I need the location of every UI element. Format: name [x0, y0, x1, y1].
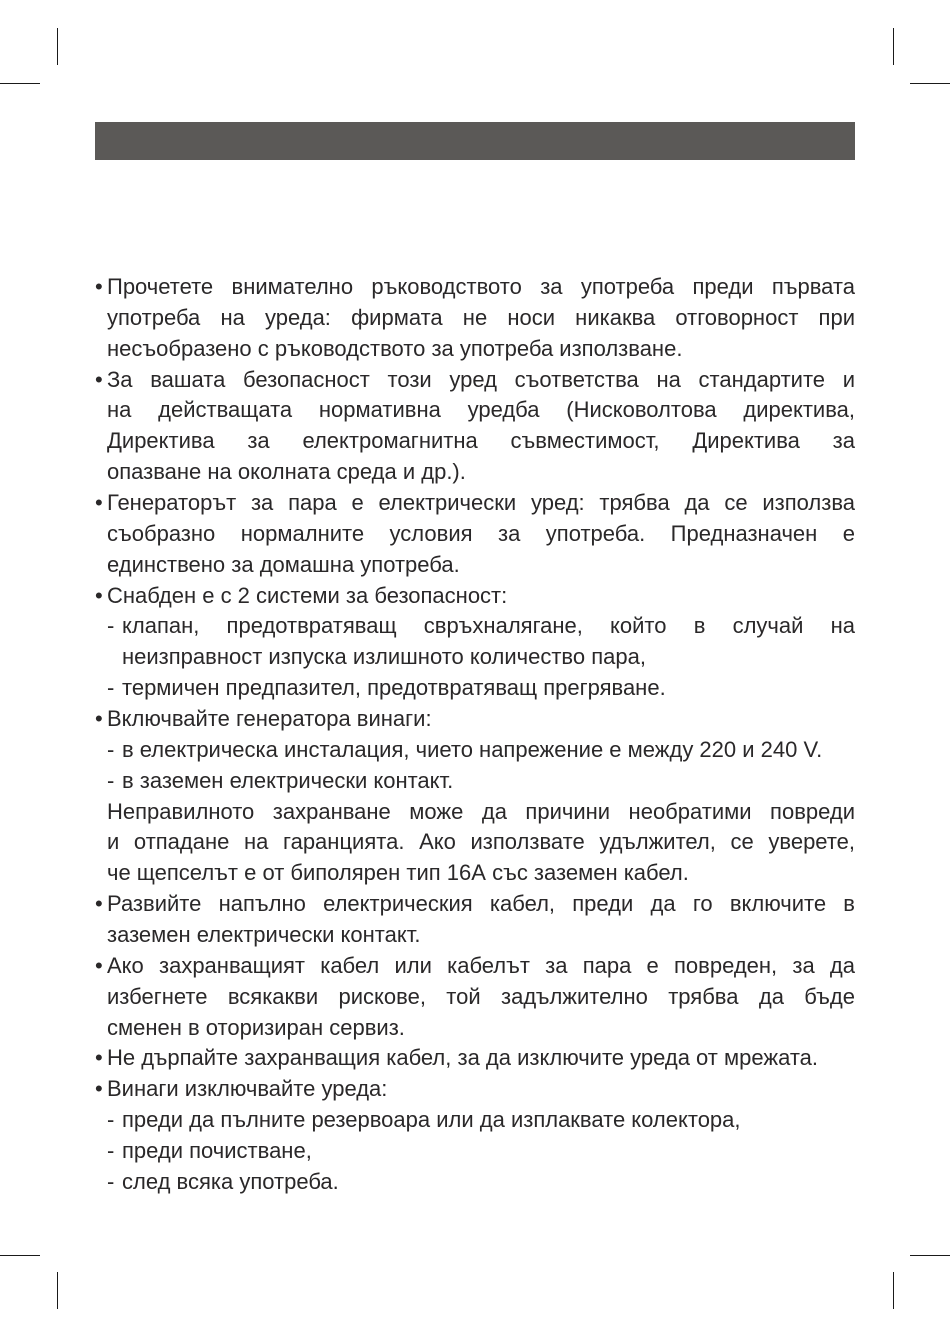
sub-item — [95, 1105, 855, 1136]
crop-mark-bottom-left-horizontal — [0, 1255, 40, 1256]
bullet-item — [95, 889, 855, 951]
bullet-mark: • — [95, 366, 103, 392]
safety-instructions — [95, 272, 855, 1198]
dash-mark: - — [107, 767, 115, 793]
text-line: избегнете всякакви рискове, той задължително трябва да бъде — [107, 983, 855, 1009]
text-line: на действащата нормативна уредба (Нисковолтова директива, — [107, 397, 855, 423]
text-line: Прочетете внимателно ръководството за употреба преди първата — [107, 274, 855, 299]
dash-mark: - — [107, 1138, 115, 1164]
text-line: единствено за домашна употреба. — [107, 551, 460, 577]
text-line: Генераторът за пара е електрически уред: трябва да се използва — [107, 490, 855, 516]
text-line: Ако захранващият кабел или кабелът за пара е повреден, за да — [107, 952, 855, 978]
sub-item — [95, 611, 855, 673]
bullet-mark: • — [95, 1045, 103, 1071]
text-line: Не дърпайте захранващия кабел, за да изключите уреда от мрежата. — [107, 1045, 818, 1071]
text-line: в заземен електрически контакт. — [122, 767, 454, 793]
bullet-item — [95, 951, 855, 1044]
text-line: Включвайте генератора винаги: — [107, 706, 432, 732]
crop-mark-top-right-horizontal — [910, 83, 950, 84]
bullet-mark: • — [95, 582, 103, 608]
text-line: преди почистване, — [122, 1138, 312, 1164]
note-paragraph — [95, 797, 855, 890]
text-line: след всяка употреба. — [122, 1168, 339, 1194]
text-line: Неправилното захранване може да причини необратими повреди — [107, 798, 855, 824]
crop-mark-top-left-horizontal — [0, 83, 40, 84]
crop-mark-bottom-right-vertical — [893, 1272, 894, 1309]
bullet-mark: • — [95, 891, 103, 917]
dash-mark: - — [107, 675, 115, 701]
text-line: Снабден е с 2 системи за безопасност: — [107, 582, 508, 608]
text-line: че щепселът е от биполярен тип 16А със заземен кабел. — [107, 860, 689, 886]
sub-item — [95, 766, 855, 797]
bullet-item — [95, 581, 855, 612]
dash-mark: - — [107, 1168, 115, 1194]
header-bar — [95, 122, 855, 160]
dash-mark: - — [107, 736, 115, 762]
crop-mark-bottom-left-vertical — [57, 1272, 58, 1309]
bullet-item — [95, 488, 855, 581]
crop-mark-bottom-right-horizontal — [910, 1255, 950, 1256]
text-line: неизправност изпуска излишното количество пара, — [122, 644, 646, 670]
text-line: преди да пълните резервоара или да изплаквате колектора, — [122, 1107, 741, 1133]
bullet-item — [95, 365, 855, 488]
text-line: Директива за електромагнитна съвместимост, Директива за — [107, 428, 855, 454]
bullet-mark: • — [95, 1076, 103, 1102]
text-line: клапан, предотвратяващ свръхналягане, който в случай на — [122, 613, 855, 639]
text-line: термичен предпазител, предотвратяващ прегряване. — [122, 675, 666, 701]
dash-mark: - — [107, 613, 115, 639]
sub-item — [95, 673, 855, 704]
crop-mark-top-right-vertical — [893, 28, 894, 65]
text-line: и отпадане на гаранцията. Ако използвате удължител, се уверете, — [107, 829, 855, 855]
text-line: в електрическа инсталация, чието напрежение е между 220 и 240 V. — [122, 736, 823, 762]
text-line: Винаги изключвайте уреда: — [107, 1076, 388, 1102]
bullet-mark: • — [95, 952, 103, 978]
sub-item — [95, 735, 855, 766]
bullet-item — [95, 272, 855, 365]
dash-mark: - — [107, 1107, 115, 1133]
bullet-item — [95, 1074, 855, 1105]
bullet-item — [95, 1043, 855, 1074]
text-line: опазване на околната среда и др.). — [107, 459, 466, 485]
bullet-mark: • — [95, 706, 103, 732]
text-line: Развийте напълно електрическия кабел, преди да го включите в — [107, 891, 855, 917]
text-line: съобразно нормалните условия за употреба. Предназначен е — [107, 520, 855, 546]
sub-item — [95, 1136, 855, 1167]
text-line: употреба на уреда: фирмата не носи никаква отговорност при — [107, 304, 855, 330]
text-line: сменен в оторизиран сервиз. — [107, 1014, 405, 1040]
text-line: несъобразено с ръководството за употреба използване. — [107, 335, 683, 361]
bullet-item — [95, 704, 855, 735]
sub-item — [95, 1167, 855, 1198]
text-line: заземен електрически контакт. — [107, 922, 421, 948]
crop-mark-top-left-vertical — [57, 28, 58, 65]
bullet-mark: • — [95, 490, 103, 516]
bullet-mark: • — [95, 274, 103, 299]
text-line: За вашата безопасност този уред съответства на стандартите и — [107, 366, 855, 392]
